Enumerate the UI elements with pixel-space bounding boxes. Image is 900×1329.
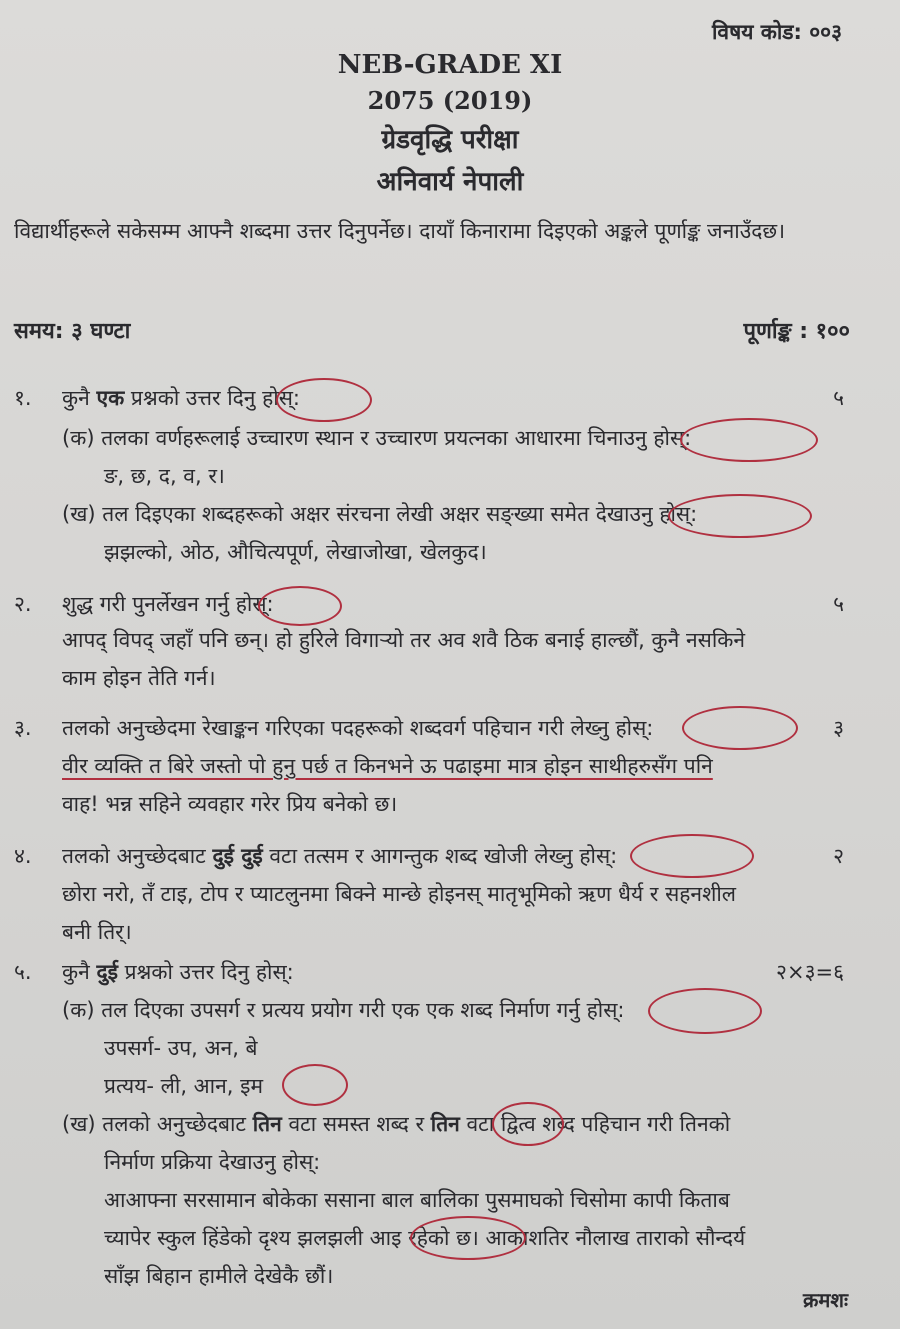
q4-line-2: बनी तिर्। (62, 920, 132, 944)
q5b-text: (ख) तलको अनुच्छेदबाट तिन वटा समस्त शब्द र तिन वटा द्वित्व शब्द पहिचान गरी तिनको (62, 1112, 731, 1136)
pen-circle-mark (492, 1102, 564, 1146)
q5a-prefix: उपसर्ग- उप, अन, बे (104, 1036, 258, 1060)
q3-text: तलको अनुच्छेदमा रेखाङ्कन गरिएका पदहरूको शब्दवर्ग पहिचान गरी लेख्नु होस्: (62, 716, 654, 740)
pen-circle-mark (258, 586, 342, 626)
q1-text: कुनै एक प्रश्नको उत्तर दिनु होस्: (62, 386, 300, 410)
continued-label: क्रमशः (803, 1288, 848, 1312)
exam-name: ग्रेडवृद्धि परीक्षा (381, 125, 519, 155)
q5a-suffix: प्रत्यय- ली, आन, इम (104, 1074, 264, 1098)
q1a-items: ङ, छ, द, व, र। (104, 464, 225, 488)
q2-marks: ५ (833, 592, 844, 616)
q5b-paragraph-1: आआफ्ना सरसामान बोकेका ससाना बाल बालिका पुसमाघको चिसोमा कापी किताब (104, 1188, 730, 1212)
q3-marks: ३ (833, 716, 844, 740)
q5-number: ५. (14, 960, 32, 984)
q5a-text: (क) तल दिएका उपसर्ग र प्रत्यय प्रयोग गरी एक एक शब्द निर्माण गर्नु होस्: (62, 998, 625, 1022)
subject-code: विषय कोड: ००३ (711, 20, 842, 44)
q4-text: तलको अनुच्छेदबाट दुई दुई वटा तत्सम र आगन्तुक शब्द खोजी लेख्नु होस्: (62, 844, 618, 868)
q2-number: २. (14, 592, 32, 616)
instructions: विद्यार्थीहरूले सकेसम्म आफ्नै शब्दमा उत्तर दिनुपर्नेछ। दायाँ किनारामा दिइएको अङ्कले पूर्णाङ्क जनाउँदछ। (14, 219, 786, 243)
pen-circle-mark (682, 706, 798, 750)
q1b-text: (ख) तल दिइएका शब्दहरूको अक्षर संरचना लेखी अक्षर सङ्ख्या समेत देखाउनु होस्: (62, 502, 698, 526)
q1-marks: ५ (833, 386, 844, 410)
q5b-paragraph-3: साँझ बिहान हामीले देखेकै छौं। (104, 1264, 334, 1288)
q5b-paragraph-2: च्यापेर स्कुल हिंडेको दृश्य झलझली आइ रहेको छ। आकाशतिर नौलाख ताराको सौन्दर्य (104, 1226, 746, 1250)
q4-line-1: छोरा नरो, तँ टाइ, टोप र प्याटलुनमा बिक्ने मान्छे होइनस् मातृभूमिको ऋण धैर्य र सहनशील (62, 882, 737, 906)
full-marks: पूर्णाङ्क : १०० (743, 319, 850, 344)
q5-marks: २×३=६ (776, 960, 844, 984)
q3-line-2: वाह! भन्न सहिने व्यवहार गरेर प्रिय बनेको छ। (62, 792, 398, 816)
q1b-items: झझल्को, ओठ, औचित्यपूर्ण, लेखाजोखा, खेलकुद। (104, 540, 487, 564)
pen-circle-mark (410, 1216, 526, 1260)
subject-name: अनिवार्य नेपाली (376, 167, 524, 197)
q2-line-1: आपद् विपद् जहाँ पनि छन्। हो हुरिले विगाऱ्यो तर अव शवै ठिक बनाई हाल्छौं, कुनै नसकिने (62, 628, 746, 652)
q5-text: कुनै दुई प्रश्नको उत्तर दिनु होस्: (62, 960, 294, 984)
pen-circle-mark (282, 1064, 348, 1106)
q4-number: ४. (14, 844, 32, 868)
board-title: NEB-GRADE XI (337, 50, 563, 80)
q3-number: ३. (14, 716, 32, 740)
q1-number: १. (14, 386, 32, 410)
q5b-text-2: निर्माण प्रक्रिया देखाउनु होस्: (104, 1150, 321, 1174)
exam-year: 2075 (2019) (367, 86, 533, 115)
pen-circle-mark (680, 418, 818, 462)
q1a-text: (क) तलका वर्णहरूलाई उच्चारण स्थान र उच्चारण प्रयत्नका आधारमा चिनाउनु होस्: (62, 426, 692, 450)
q2-text: शुद्ध गरी पुनर्लेखन गर्नु होस्: (62, 592, 274, 616)
q2-line-2: काम होइन तेति गर्न। (62, 666, 216, 690)
pen-circle-mark (276, 378, 372, 422)
q3-line-1: वीर व्यक्ति त बिरे जस्तो पो हुनु पर्छ त किनभने ऊ पढाइमा मात्र होइन साथीहरुसँग पनि (62, 754, 713, 778)
pen-circle-mark (630, 834, 754, 878)
exam-time: समय: ३ घण्टा (14, 319, 131, 344)
q4-marks: २ (833, 844, 844, 868)
pen-circle-mark (648, 988, 762, 1034)
pen-circle-mark (668, 494, 812, 538)
